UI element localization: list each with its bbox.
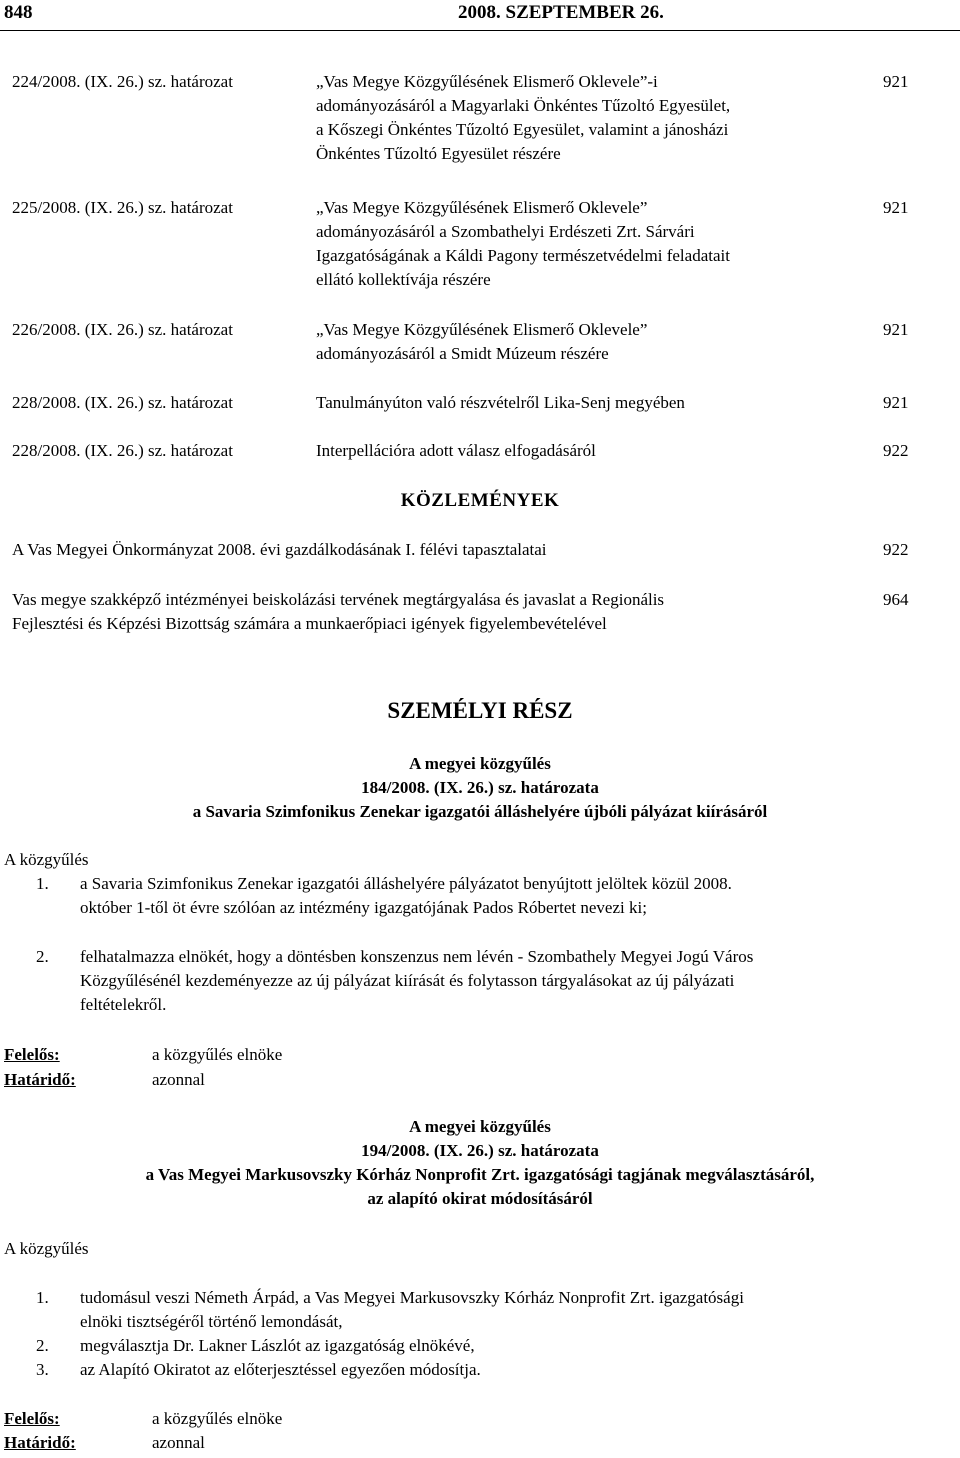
- list-item: [36, 1286, 960, 1334]
- notice-title: [12, 538, 852, 562]
- list-text-line: felhatalmazza elnökét, hogy a döntésben konszenzus nem lévén - Szombathely Megyei Jogú Város: [80, 947, 754, 966]
- decision-heading-line: a Vas Megyei Markusovszky Kórház Nonprofit Zrt. igazgatósági tagjának megválasztásáról,: [145, 1165, 815, 1184]
- decision-heading: [0, 752, 960, 824]
- toc-title: [316, 391, 876, 415]
- toc-page-number: 921: [883, 393, 909, 412]
- list-text: [80, 945, 960, 1017]
- responsible-row: [4, 1407, 504, 1431]
- list-text: [80, 1286, 960, 1334]
- deadline-value: azonnal: [152, 1433, 205, 1452]
- deadline-label: Határidő:: [4, 1433, 76, 1452]
- deadline-value: azonnal: [152, 1070, 205, 1089]
- toc-reference: 228/2008. (IX. 26.) sz. határozat: [12, 441, 233, 460]
- deadline-row: [4, 1431, 504, 1455]
- list-number: 1.: [36, 1288, 49, 1307]
- notice-title-line: Fejlesztési és Képzési Bizottság számára a munkaerőpiaci igények figyelembevételével: [12, 614, 607, 633]
- list-text-line: tudomásul veszi Németh Árpád, a Vas Megyei Markusovszky Kórház Nonprofit Zrt. igazgatósági: [80, 1288, 744, 1307]
- toc-title-line: adományozásáról a Magyarlaki Önkéntes Tűzoltó Egyesület,: [316, 96, 731, 115]
- toc-reference: 228/2008. (IX. 26.) sz. határozat: [12, 393, 233, 412]
- toc-reference: 224/2008. (IX. 26.) sz. határozat: [12, 72, 233, 91]
- list-text-line: október 1-től öt évre szólóan az intézmény igazgatójának Pados Róbertet nevezi ki;: [80, 898, 647, 917]
- decision-heading-line: az alapító okirat módosításáról: [367, 1189, 593, 1208]
- decision-heading-line: 184/2008. (IX. 26.) sz. határozata: [361, 778, 599, 797]
- notice-title: [12, 588, 852, 636]
- list-text: [80, 1358, 960, 1382]
- toc-entry: [12, 318, 960, 368]
- decision-heading-line: a Savaria Szimfonikus Zenekar igazgatói álláshelyére újbóli pályázat kiírásáról: [192, 802, 768, 821]
- section-heading: SZEMÉLYI RÉSZ: [387, 698, 573, 723]
- toc-page-number: 922: [883, 441, 909, 460]
- body-label: A közgyűlés: [4, 1239, 89, 1258]
- toc-title-line: „Vas Megye Közgyűlésének Elismerő Oklevele”: [316, 320, 648, 339]
- list-number: 2.: [36, 1336, 49, 1355]
- body-label: A közgyűlés: [4, 850, 89, 869]
- toc-reference: 225/2008. (IX. 26.) sz. határozat: [12, 198, 233, 217]
- toc-title: [316, 70, 844, 166]
- toc-title: [316, 318, 844, 366]
- decision-heading-line: A megyei közgyűlés: [409, 754, 551, 773]
- list-text-line: a Savaria Szimfonikus Zenekar igazgatói álláshelyére pályázatot benyújtott jelöltek közül 2008.: [80, 874, 732, 893]
- deadline-row: [4, 1068, 504, 1092]
- responsible-value: a közgyűlés elnöke: [152, 1045, 283, 1064]
- toc-title-line: a Kőszegi Önkéntes Tűzoltó Egyesület, valamint a jánosházi: [316, 120, 729, 139]
- toc-title-line: adományozásáról a Szombathelyi Erdészeti Zrt. Sárvári: [316, 222, 695, 241]
- toc-title-line: Igazgatóságának a Káldi Pagony természetvédelmi feladatait: [316, 246, 730, 265]
- list-number: 3.: [36, 1360, 49, 1379]
- list-item: [36, 1358, 960, 1382]
- notice-entry: [12, 588, 960, 636]
- list-item: [36, 872, 960, 920]
- toc-entry: [12, 70, 960, 170]
- page-header: [0, 0, 960, 31]
- notice-page-number: 922: [883, 540, 909, 559]
- list-text-line: Közgyűlésénél kezdeményezze az új pályázat kiírását és folytasson tárgyalásokat az új pályázati: [80, 971, 735, 990]
- notice-title-line: Vas megye szakképző intézményei beiskolázási tervének megtárgyalása és javaslat a Regionális: [12, 590, 665, 609]
- list-item: [36, 1334, 960, 1358]
- notice-entry: [12, 538, 960, 562]
- toc-title: [316, 196, 844, 292]
- toc-reference: 226/2008. (IX. 26.) sz. határozat: [12, 320, 233, 339]
- toc-title-line: Önkéntes Tűzoltó Egyesület részére: [316, 144, 561, 163]
- list-text-line: megválasztja Dr. Lakner Lászlót az igazgatóság elnökévé,: [80, 1336, 475, 1355]
- toc-title-line: Tanulmányúton való részvételről Lika-Senj megyében: [316, 393, 685, 412]
- toc-page-number: 921: [883, 320, 909, 339]
- header-date: 2008. SZEPTEMBER 26.: [458, 2, 664, 23]
- toc-entry: [12, 439, 960, 463]
- list-text: [80, 1334, 960, 1358]
- responsible-label: Felelős:: [4, 1045, 60, 1064]
- toc-page-number: 921: [883, 198, 909, 217]
- list-text-line: az Alapító Okiratot az előterjesztéssel egyezően módosítja.: [80, 1360, 481, 1379]
- list-text: [80, 872, 960, 920]
- list-text-line: feltételekről.: [80, 995, 167, 1014]
- notice-title-line: A Vas Megyei Önkormányzat 2008. évi gazdálkodásának I. félévi tapasztalatai: [12, 540, 547, 559]
- responsible-row: [4, 1043, 504, 1067]
- decision-heading-line: 194/2008. (IX. 26.) sz. határozata: [361, 1141, 599, 1160]
- responsible-label: Felelős:: [4, 1409, 60, 1428]
- decision-heading-line: A megyei közgyűlés: [409, 1117, 551, 1136]
- toc-title-line: Interpellációra adott válasz elfogadásáról: [316, 441, 596, 460]
- list-number: 1.: [36, 874, 49, 893]
- page-number: 848: [4, 2, 33, 23]
- responsible-value: a közgyűlés elnöke: [152, 1409, 283, 1428]
- toc-page-number: 921: [883, 72, 909, 91]
- deadline-label: Határidő:: [4, 1070, 76, 1089]
- toc-title-line: adományozásáról a Smidt Múzeum részére: [316, 344, 609, 363]
- toc-title-line: „Vas Megye Közgyűlésének Elismerő Oklevele”: [316, 198, 648, 217]
- toc-entry: [12, 196, 960, 296]
- section-heading: KÖZLEMÉNYEK: [400, 490, 560, 511]
- toc-title-line: „Vas Megye Közgyűlésének Elismerő Oklevele”-i: [316, 72, 658, 91]
- notice-page-number: 964: [883, 590, 909, 609]
- list-number: 2.: [36, 947, 49, 966]
- toc-title-line: ellátó kollektívája részére: [316, 270, 491, 289]
- toc-title: [316, 439, 876, 463]
- decision-heading: [0, 1115, 960, 1211]
- list-text-line: elnöki tisztségéről történő lemondását,: [80, 1312, 343, 1331]
- toc-entry: [12, 391, 960, 415]
- list-item: [36, 945, 960, 1017]
